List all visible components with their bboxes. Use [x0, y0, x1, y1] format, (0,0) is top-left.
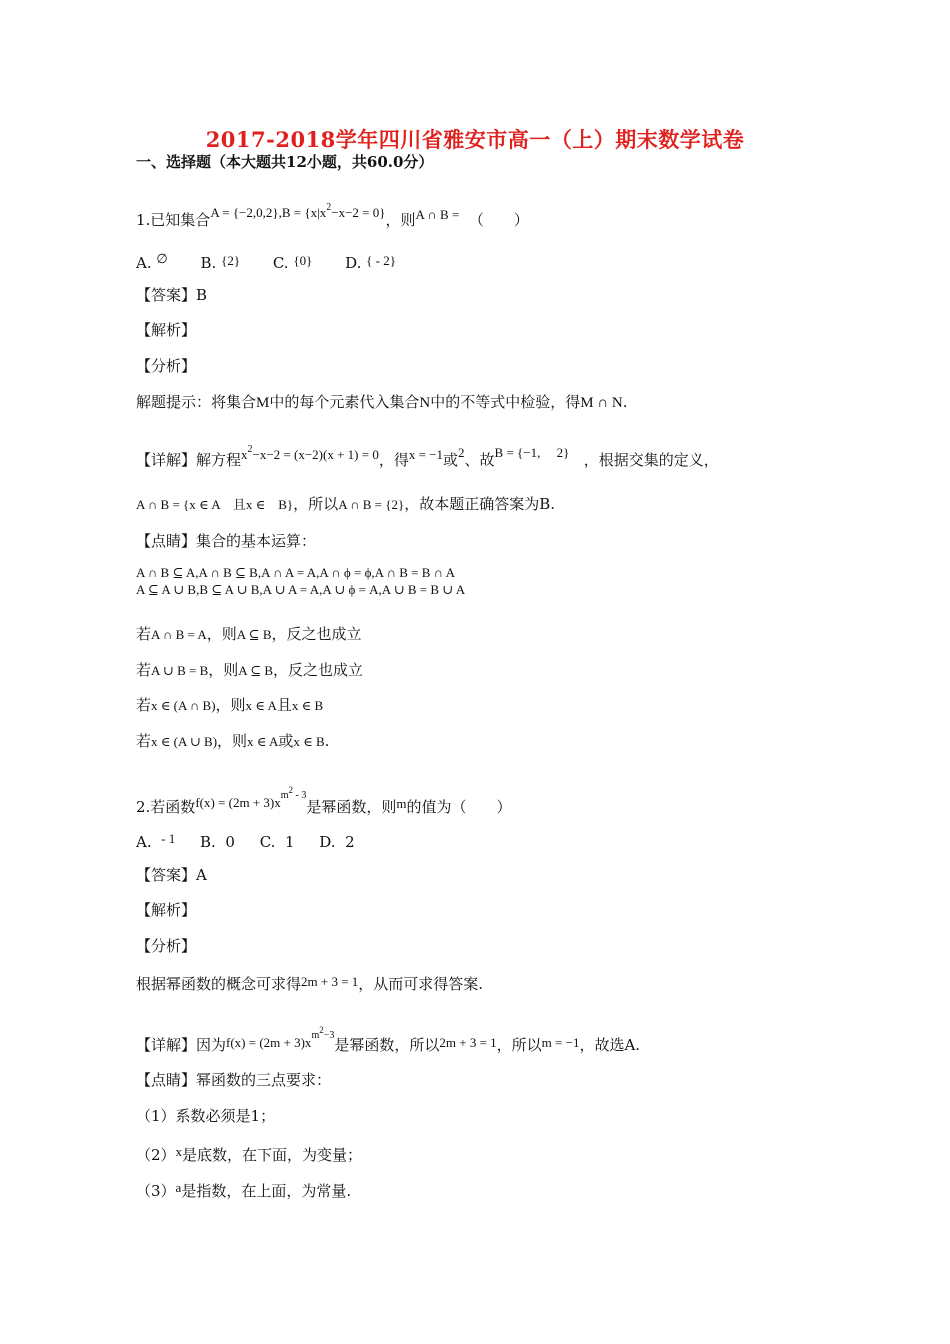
q1-prefix: 1.已知集合	[136, 211, 211, 229]
q1-option-c-label: C.	[272, 254, 289, 272]
q2-point-2: （2）x是底数，在下面，为变量；	[136, 1144, 363, 1164]
q1-set-a: $A = \{-2,0,2\},B = \{x|x^2-x-2 = 0\}$	[210, 202, 386, 220]
q1-hint: 解题提示：将集合M中的每个元素代入集合N中的不等式中检验，得M ∩ N.	[136, 393, 628, 411]
q2-dianjing: 【点睛】幂函数的三点要求：	[136, 1071, 332, 1089]
q1-option-b-label: B.	[200, 254, 217, 272]
question-2-stem: 2.若函数$f(x) = (2m + 3)x^{m2 - 3}$是幂函数，则m的值为（ ）	[136, 785, 512, 816]
question-1-options	[136, 249, 396, 273]
q1-option-b: {2}	[221, 253, 241, 268]
q2-analysis: 根据幂函数的概念可求得2m + 3 = 1，从而可求得答案.	[136, 974, 484, 993]
q1-jiexi-label: 【解析】	[136, 321, 197, 339]
q1-rule-2: A ⊆ A ∪ B,B ⊆ A ∪ B,A ∪ A = A,A ∪ ϕ = A,A ∪ B = B ∪ A	[136, 582, 466, 597]
q2-detail: 【详解】因为$f(x) = (2m + 3)x^{m2-3}$是幂函数，所以2m + 3 = 1，所以m = −1，故选A.	[136, 1025, 641, 1054]
q2-option-c: 1	[284, 833, 295, 851]
question-1-stem	[136, 198, 529, 230]
question-2-options: A. - 1 B. 0 C. 1 D. 2	[136, 831, 355, 851]
q1-paren: （ ）	[468, 211, 529, 229]
page-title: 2017-2018学年四川省雅安市高一（上）期末数学试卷	[205, 127, 745, 152]
q1-detail: 【详解】解方程$x^2-x-2 = (x-2)(x + 1) = 0$，得x = −1或2、故B = {−1, 2} ，根据交集的定义，	[136, 444, 719, 469]
q2-option-d: 2	[345, 833, 355, 851]
q2-fenxi-label: 【分析】	[136, 937, 197, 955]
q1-rule-4: 若A ∪ B = B，则A ⊆ B，反之也成立	[136, 661, 364, 679]
q1-intersection: A ∩ B = {x ∈ A 且x ∈ B}，所以A ∩ B = {2}，故本题正确答案为B.	[136, 495, 556, 513]
q2-jiexi-label: 【解析】	[136, 901, 197, 919]
q2-option-a: - 1	[161, 831, 176, 846]
section-heading: 一、选择题（本大题共12小题，共60.0分）	[136, 153, 434, 171]
q1-answer: 【答案】B	[136, 286, 208, 304]
q1-stem-mid: ，则	[385, 211, 416, 229]
q1-option-c: {0}	[293, 253, 313, 268]
q2-answer: 【答案】A	[136, 866, 207, 884]
q1-rule-5: 若x ∈ (A ∩ B)，则x ∈ A且x ∈ B	[136, 696, 324, 714]
q1-option-a-label: A.	[136, 254, 152, 272]
q1-rule-1: A ∩ B ⊆ A,A ∩ B ⊆ B,A ∩ A = A,A ∩ ϕ = ϕ,A ∩ B = B ∩ A	[136, 565, 455, 580]
q1-rule-6: 若x ∈ (A ∪ B)，则x ∈ A或x ∈ B.	[136, 732, 330, 750]
q1-option-d-label: D.	[345, 254, 362, 272]
q2-option-b: 0	[225, 833, 235, 851]
q1-dianjing: 【点睛】集合的基本运算：	[136, 532, 317, 550]
q1-option-d: { - 2}	[366, 253, 396, 268]
q1-option-a: ∅	[156, 251, 168, 266]
q1-rule-3: 若A ∩ B = A，则A ⊆ B，反之也成立	[136, 625, 362, 643]
q1-expr: A ∩ B =	[415, 207, 460, 222]
q1-fenxi-label: 【分析】	[136, 357, 197, 375]
q2-point-3: （3）a是指数，在上面，为常量.	[136, 1180, 352, 1200]
q2-point-1: （1）系数必须是1；	[136, 1107, 276, 1125]
